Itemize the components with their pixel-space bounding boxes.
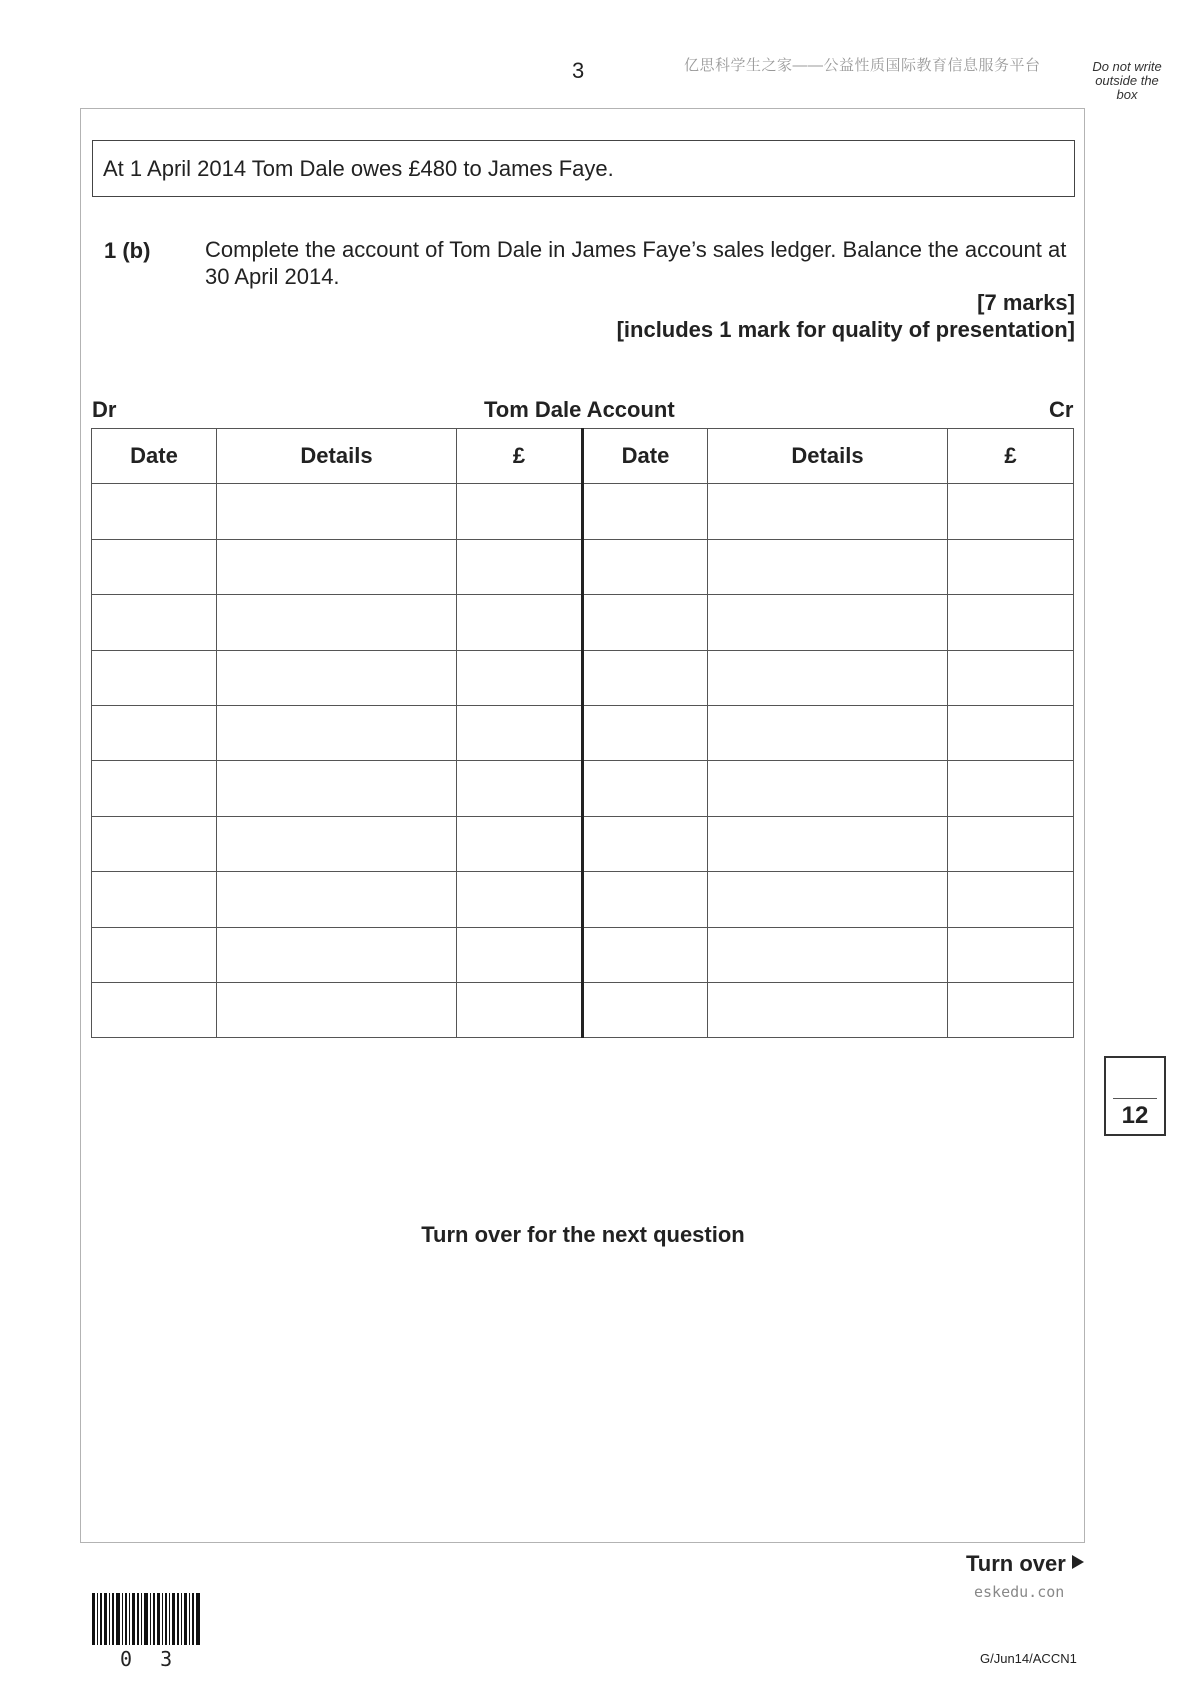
ledger-account-table (91, 428, 1074, 1038)
credit-amount-cell[interactable] (948, 705, 1074, 760)
debit-details-cell[interactable] (217, 761, 457, 816)
table-row (92, 650, 1074, 705)
page-number: 3 (572, 58, 585, 83)
table-header-row (92, 429, 1074, 484)
debit-date-cell[interactable] (92, 650, 217, 705)
score-box (1104, 1056, 1166, 1136)
debit-details-header: Details (217, 429, 457, 484)
debit-date-cell[interactable] (92, 872, 217, 927)
credit-details-cell[interactable] (708, 761, 948, 816)
debit-details-cell[interactable] (217, 539, 457, 594)
credit-amount-header: £ (948, 429, 1074, 484)
credit-amount-cell[interactable] (948, 927, 1074, 982)
credit-details-cell[interactable] (708, 982, 948, 1037)
context-box: At 1 April 2014 Tom Dale owes £480 to James Faye. (92, 140, 1075, 197)
debit-details-cell[interactable] (217, 650, 457, 705)
credit-amount-cell[interactable] (948, 816, 1074, 871)
credit-label: Cr (1049, 397, 1074, 422)
credit-date-cell[interactable] (583, 761, 708, 816)
debit-amount-cell[interactable] (457, 927, 583, 982)
credit-date-cell[interactable] (583, 484, 708, 539)
debit-details-cell[interactable] (217, 872, 457, 927)
debit-date-cell[interactable] (92, 595, 217, 650)
debit-amount-cell[interactable] (457, 595, 583, 650)
credit-amount-cell[interactable] (948, 982, 1074, 1037)
credit-details-cell[interactable] (708, 595, 948, 650)
debit-amount-cell[interactable] (457, 539, 583, 594)
credit-amount-cell[interactable] (948, 872, 1074, 927)
debit-amount-cell[interactable] (457, 816, 583, 871)
credit-amount-cell[interactable] (948, 761, 1074, 816)
marks-note: [includes 1 mark for quality of presentation] (616, 317, 1075, 342)
table-row (92, 484, 1074, 539)
credit-details-cell[interactable] (708, 650, 948, 705)
account-title: Tom Dale Account (484, 397, 675, 422)
debit-date-cell[interactable] (92, 927, 217, 982)
table-row (92, 816, 1074, 871)
debit-details-cell[interactable] (217, 816, 457, 871)
barcode-icon (92, 1593, 200, 1645)
table-row (92, 927, 1074, 982)
watermark-text: 亿思科学生之家——公益性质国际教育信息服务平台 (684, 57, 1041, 74)
debit-amount-header: £ (457, 429, 583, 484)
credit-details-cell[interactable] (708, 927, 948, 982)
marks-label: [7 marks] (977, 290, 1075, 315)
credit-amount-cell[interactable] (948, 539, 1074, 594)
debit-date-cell[interactable] (92, 982, 217, 1037)
debit-details-cell[interactable] (217, 927, 457, 982)
debit-date-cell[interactable] (92, 484, 217, 539)
credit-date-cell[interactable] (583, 872, 708, 927)
debit-amount-cell[interactable] (457, 705, 583, 760)
debit-date-cell[interactable] (92, 539, 217, 594)
debit-amount-cell[interactable] (457, 761, 583, 816)
credit-details-cell[interactable] (708, 539, 948, 594)
barcode-number: 0 3 (120, 1647, 181, 1671)
margin-note: Do not write outside the box (1092, 59, 1162, 102)
triangle-right-icon (1072, 1555, 1084, 1569)
site-label: eskedu.con (974, 1583, 1065, 1601)
credit-date-header: Date (583, 429, 708, 484)
ledger-body (92, 484, 1074, 1038)
score-value: 12 (1121, 1102, 1149, 1129)
debit-details-cell[interactable] (217, 705, 457, 760)
debit-details-cell[interactable] (217, 982, 457, 1037)
table-row (92, 705, 1074, 760)
credit-details-cell[interactable] (708, 816, 948, 871)
debit-amount-cell[interactable] (457, 872, 583, 927)
credit-details-cell[interactable] (708, 705, 948, 760)
debit-date-cell[interactable] (92, 816, 217, 871)
question-text: Complete the account of Tom Dale in James Faye’s sales ledger. Balance the account at 30 April 2014. (205, 237, 1067, 289)
debit-amount-cell[interactable] (457, 650, 583, 705)
credit-amount-cell[interactable] (948, 595, 1074, 650)
credit-details-cell[interactable] (708, 872, 948, 927)
debit-date-header: Date (92, 429, 217, 484)
debit-label: Dr (92, 397, 117, 422)
credit-date-cell[interactable] (583, 705, 708, 760)
question-number: 1 (b) (104, 238, 151, 263)
turn-over-next-text: Turn over for the next question (421, 1222, 745, 1247)
table-row (92, 872, 1074, 927)
credit-date-cell[interactable] (583, 982, 708, 1037)
debit-details-cell[interactable] (217, 484, 457, 539)
paper-code: G/Jun14/ACCN1 (980, 1651, 1077, 1666)
credit-date-cell[interactable] (583, 595, 708, 650)
credit-date-cell[interactable] (583, 539, 708, 594)
debit-amount-cell[interactable] (457, 982, 583, 1037)
credit-amount-cell[interactable] (948, 650, 1074, 705)
credit-date-cell[interactable] (583, 650, 708, 705)
debit-details-cell[interactable] (217, 595, 457, 650)
credit-date-cell[interactable] (583, 816, 708, 871)
debit-date-cell[interactable] (92, 705, 217, 760)
debit-date-cell[interactable] (92, 761, 217, 816)
table-row (92, 982, 1074, 1037)
score-divider (1113, 1098, 1157, 1099)
credit-date-cell[interactable] (583, 927, 708, 982)
turn-over-text: Turn over (966, 1551, 1066, 1576)
debit-amount-cell[interactable] (457, 484, 583, 539)
table-row (92, 761, 1074, 816)
credit-amount-cell[interactable] (948, 484, 1074, 539)
table-row (92, 595, 1074, 650)
credit-details-cell[interactable] (708, 484, 948, 539)
credit-details-header: Details (708, 429, 948, 484)
table-row (92, 539, 1074, 594)
